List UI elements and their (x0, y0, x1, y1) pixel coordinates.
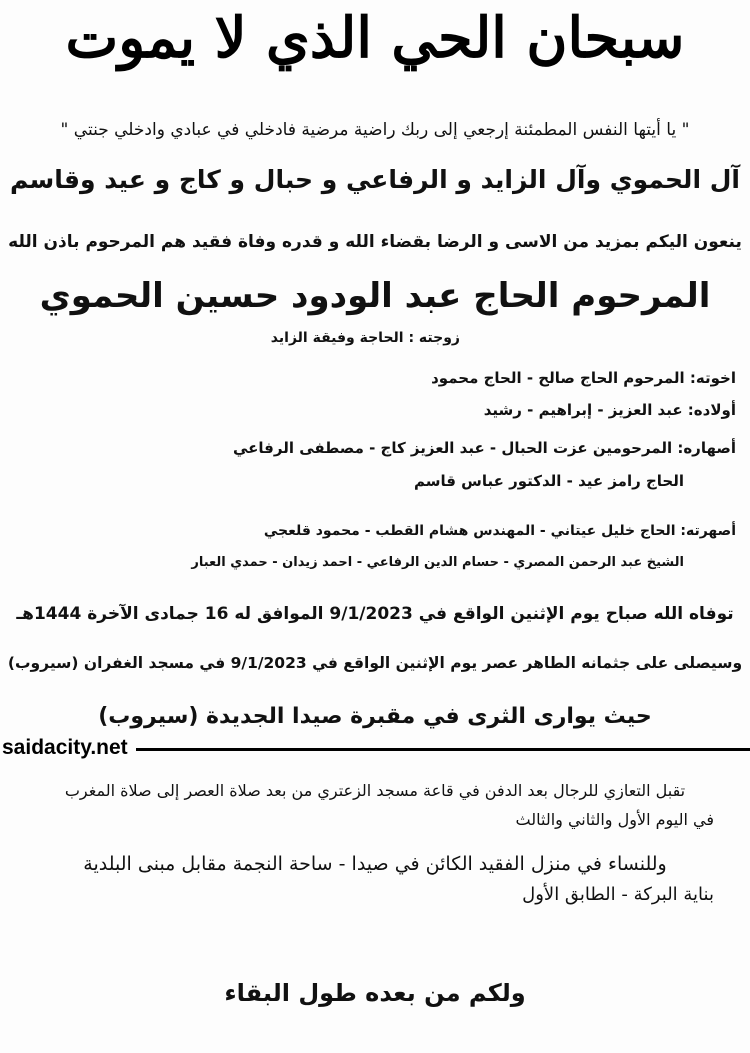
sons-in-law-line-1: أصهاره: المرحومين عزت الحبال - عبد العزيز كاج - مصطفى الرفاعي (233, 439, 736, 457)
brothers-in-law-line-1: أصهرته: الحاج خليل عيتاني - المهندس هشام القطب - محمود قلعجي (263, 523, 736, 539)
quran-verse: " يا أيتها النفس المطمئنة إرجعي إلى ربك راضية مرضية فادخلي في عبادي وادخلي جنتي " (60, 120, 690, 140)
wife-line: زوجته : الحاجة وفيقة الزايد (270, 330, 460, 346)
announcement-text: ينعون اليكم بمزيد من الاسى و الرضا بقضاء الله و قدره وفاة فقيد هم المرحوم باذن الله (8, 232, 742, 252)
watermark: saidacity.net (0, 733, 136, 763)
brothers-in-law-line-2: الشيخ عبد الرحمن المصري - حسام الدين الرفاعي - احمد زيدان - حمدي العبار (191, 555, 684, 570)
children-line: أولاده: عبد العزيز - إبراهيم - رشيد (483, 401, 736, 419)
deceased-name: المرحوم الحاج عبد الودود حسين الحموي (39, 276, 711, 316)
death-date-line: توفاه الله صباح يوم الإثنين الواقع في 9/1/2023 الموافق له 16 جمادى الآخرة 1444هـ (16, 604, 734, 624)
family-names: آل الحموي وآل الزايد و الرفاعي و حبال و كاج و عيد وقاسم (10, 165, 740, 194)
brothers-line: اخوته: المرحوم الحاج صالح - الحاج محمود (431, 369, 736, 387)
funeral-prayer-line: وسيصلى على جثمانه الطاهر عصر يوم الإثنين الواقع في 9/1/2023 في مسجد الغفران (سيروب) (7, 654, 743, 672)
women-condolences-line-2: بناية البركة - الطابق الأول (522, 884, 714, 905)
calligraphy-heading: سبحان الحي الذي لا يموت (65, 5, 685, 71)
men-condolences-line-2: في اليوم الأول والثاني والثالث (515, 810, 714, 829)
closing-phrase: ولكم من بعده طول البقاء (224, 979, 526, 1007)
burial-line: حيث يوارى الثرى في مقبرة صيدا الجديدة (سيروب) (98, 704, 652, 729)
sons-in-law-line-2: الحاج رامز عيد - الدكتور عباس قاسم (413, 472, 684, 490)
women-condolences-line-1: وللنساء في منزل الفقيد الكائن في صيدا - ساحة النجمة مقابل مبنى البلدية (83, 853, 667, 875)
men-condolences-line-1: تقبل التعازي للرجال بعد الدفن في قاعة مسجد الزعتري من بعد صلاة العصر إلى صلاة المغرب (64, 781, 686, 800)
